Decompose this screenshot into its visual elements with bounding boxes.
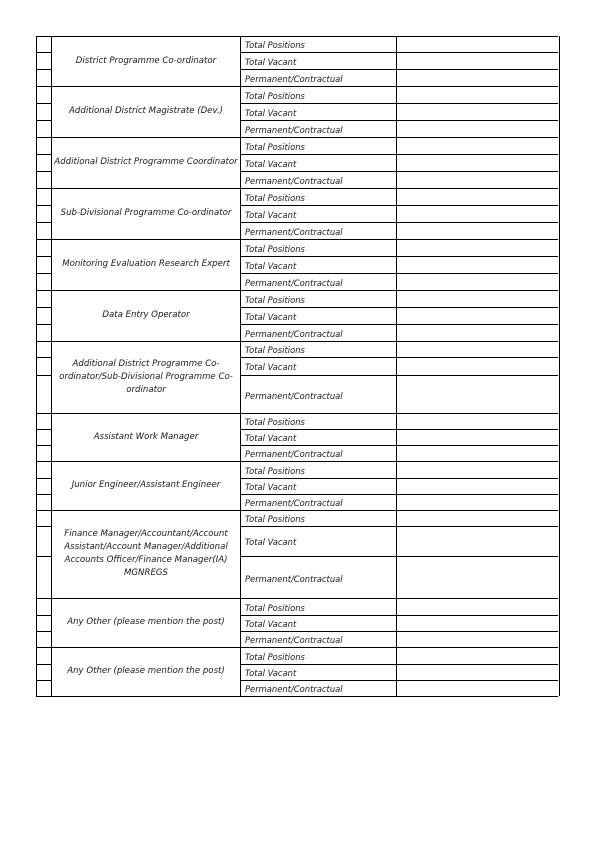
serial-cell (36, 222, 51, 239)
field-label: Total Positions (245, 417, 305, 427)
value-cell[interactable] (397, 171, 557, 188)
field-label: Total Positions (245, 345, 305, 355)
serial-cell (36, 631, 51, 647)
serial-cell (36, 273, 51, 290)
field-label: Permanent/Contractual (245, 635, 343, 645)
value-cell[interactable] (397, 239, 557, 256)
table-row-group (36, 137, 558, 188)
field-label: Total Positions (245, 40, 305, 50)
value-cell[interactable] (397, 120, 557, 137)
value-cell[interactable] (397, 256, 557, 273)
table-row-group (36, 510, 558, 598)
field-label: Total Positions (245, 602, 305, 613)
field-label: Total Vacant (245, 619, 297, 629)
post-name: Additional District Programme Co-ordinator/Sub-Divisional Programme Co-ordinator (59, 358, 233, 395)
field-label: Total Positions (245, 243, 305, 254)
table-row-group (36, 36, 558, 86)
value-cell[interactable] (397, 357, 557, 375)
field-label: Permanent/Contractual (245, 449, 343, 459)
field-label: Permanent/Contractual (245, 175, 343, 186)
table-row-group (36, 598, 558, 647)
field-label: Permanent/Contractual (245, 277, 343, 288)
field-label: Permanent/Contractual (245, 684, 343, 694)
value-cell[interactable] (397, 664, 557, 680)
value-cell[interactable] (397, 290, 557, 307)
serial-cell (36, 120, 51, 137)
value-cell[interactable] (397, 154, 557, 171)
table-row-group (36, 647, 558, 696)
value-cell[interactable] (397, 273, 557, 290)
value-cell[interactable] (397, 137, 557, 154)
field-label: Total Vacant (245, 56, 297, 67)
field-label: Permanent/Contractual (245, 391, 343, 401)
serial-cell (36, 461, 51, 478)
post-name: Any Other (please mention the post) (67, 666, 225, 676)
post-name: District Programme Co-ordinator (75, 55, 217, 66)
value-cell[interactable] (397, 461, 557, 478)
value-cell[interactable] (397, 52, 557, 69)
serial-cell (36, 680, 51, 696)
table-row-group (36, 290, 558, 341)
value-cell[interactable] (397, 324, 557, 341)
value-cell[interactable] (397, 69, 557, 86)
value-cell[interactable] (397, 631, 557, 647)
post-name: Finance Manager/Accountant/Account Assistant/Account Manager/Additional Accounts Officer/Finance Manager(IA) MGNREGS (64, 529, 228, 578)
post-name: Data Entry Operator (102, 310, 190, 320)
serial-cell (36, 52, 51, 69)
serial-cell (36, 36, 51, 52)
serial-cell (36, 86, 51, 103)
field-label: Total Positions (245, 141, 305, 152)
field-label: Total Vacant (245, 107, 297, 118)
field-label: Total Positions (245, 294, 305, 305)
field-label: Total Positions (245, 465, 305, 476)
field-label: Total Vacant (245, 260, 297, 271)
value-cell[interactable] (397, 341, 557, 357)
serial-cell (36, 478, 51, 494)
table-row-group (36, 188, 558, 239)
field-label: Permanent/Contractual (245, 226, 343, 237)
post-name: Monitoring Evaluation Research Expert (62, 259, 230, 269)
serial-cell (36, 137, 51, 154)
post-name: Assistant Work Manager (93, 431, 199, 442)
post-name: Additional District Magistrate (Dev.) (69, 106, 223, 116)
serial-cell (36, 445, 51, 461)
field-label: Total Vacant (245, 668, 297, 678)
value-cell[interactable] (397, 188, 557, 205)
serial-cell (36, 188, 51, 205)
value-cell[interactable] (397, 647, 557, 664)
serial-cell (36, 256, 51, 273)
serial-cell (36, 664, 51, 680)
serial-cell (36, 205, 51, 222)
value-cell[interactable] (397, 598, 557, 615)
value-cell[interactable] (397, 429, 557, 445)
serial-cell (36, 598, 51, 615)
table-row-group (36, 239, 558, 290)
value-cell[interactable] (397, 103, 557, 120)
field-label: Permanent/Contractual (245, 328, 343, 339)
serial-cell (36, 615, 51, 631)
serial-cell (36, 69, 51, 86)
value-cell[interactable] (397, 413, 557, 429)
field-label: Total Positions (245, 90, 305, 101)
serial-cell (36, 413, 51, 429)
field-label: Total Vacant (245, 311, 297, 322)
field-label: Permanent/Contractual (245, 498, 343, 508)
serial-cell (36, 307, 51, 324)
serial-cell (36, 341, 51, 357)
field-label: Total Vacant (245, 209, 297, 220)
value-cell[interactable] (397, 615, 557, 631)
value-cell[interactable] (397, 494, 557, 510)
value-cell[interactable] (397, 205, 557, 222)
table-bottom-border (36, 696, 558, 697)
field-label: Total Positions (245, 651, 305, 662)
post-name: Sub-Divisional Programme Co-ordinator (60, 208, 232, 218)
post-name: Additional District Programme Coordinator (54, 157, 238, 167)
field-label: Total Positions (245, 514, 305, 524)
field-label: Total Vacant (245, 537, 297, 547)
field-label: Permanent/Contractual (245, 574, 343, 584)
field-label: Total Positions (245, 192, 305, 203)
serial-cell (36, 171, 51, 188)
serial-cell (36, 103, 51, 120)
serial-cell (36, 290, 51, 307)
field-label: Total Vacant (245, 433, 297, 443)
field-label: Permanent/Contractual (245, 124, 343, 135)
post-name: Any Other (please mention the post) (67, 617, 225, 627)
value-cell[interactable] (397, 680, 557, 696)
serial-cell (36, 239, 51, 256)
serial-cell (36, 375, 51, 413)
value-cell[interactable] (397, 445, 557, 461)
field-label: Permanent/Contractual (245, 73, 343, 84)
serial-cell (36, 324, 51, 341)
value-cell[interactable] (397, 86, 557, 103)
value-cell[interactable] (397, 526, 557, 556)
value-cell[interactable] (397, 556, 557, 598)
table-row-group (36, 413, 558, 461)
field-label: Total Vacant (245, 158, 297, 169)
serial-cell (36, 510, 51, 526)
serial-cell (36, 647, 51, 664)
field-label: Total Vacant (245, 362, 297, 372)
table-row-group (36, 341, 558, 413)
value-cell[interactable] (397, 36, 557, 52)
value-cell[interactable] (397, 222, 557, 239)
serial-cell (36, 154, 51, 171)
table-row-group (36, 461, 558, 510)
value-cell[interactable] (397, 478, 557, 494)
post-name: Junior Engineer/Assistant Engineer (71, 480, 221, 490)
serial-cell (36, 556, 51, 598)
table-row-group (36, 86, 558, 137)
value-cell[interactable] (397, 307, 557, 324)
serial-cell (36, 429, 51, 445)
serial-cell (36, 357, 51, 375)
value-cell[interactable] (397, 510, 557, 526)
serial-cell (36, 494, 51, 510)
value-cell[interactable] (397, 375, 557, 413)
field-label: Total Vacant (245, 482, 297, 492)
serial-cell (36, 526, 51, 556)
